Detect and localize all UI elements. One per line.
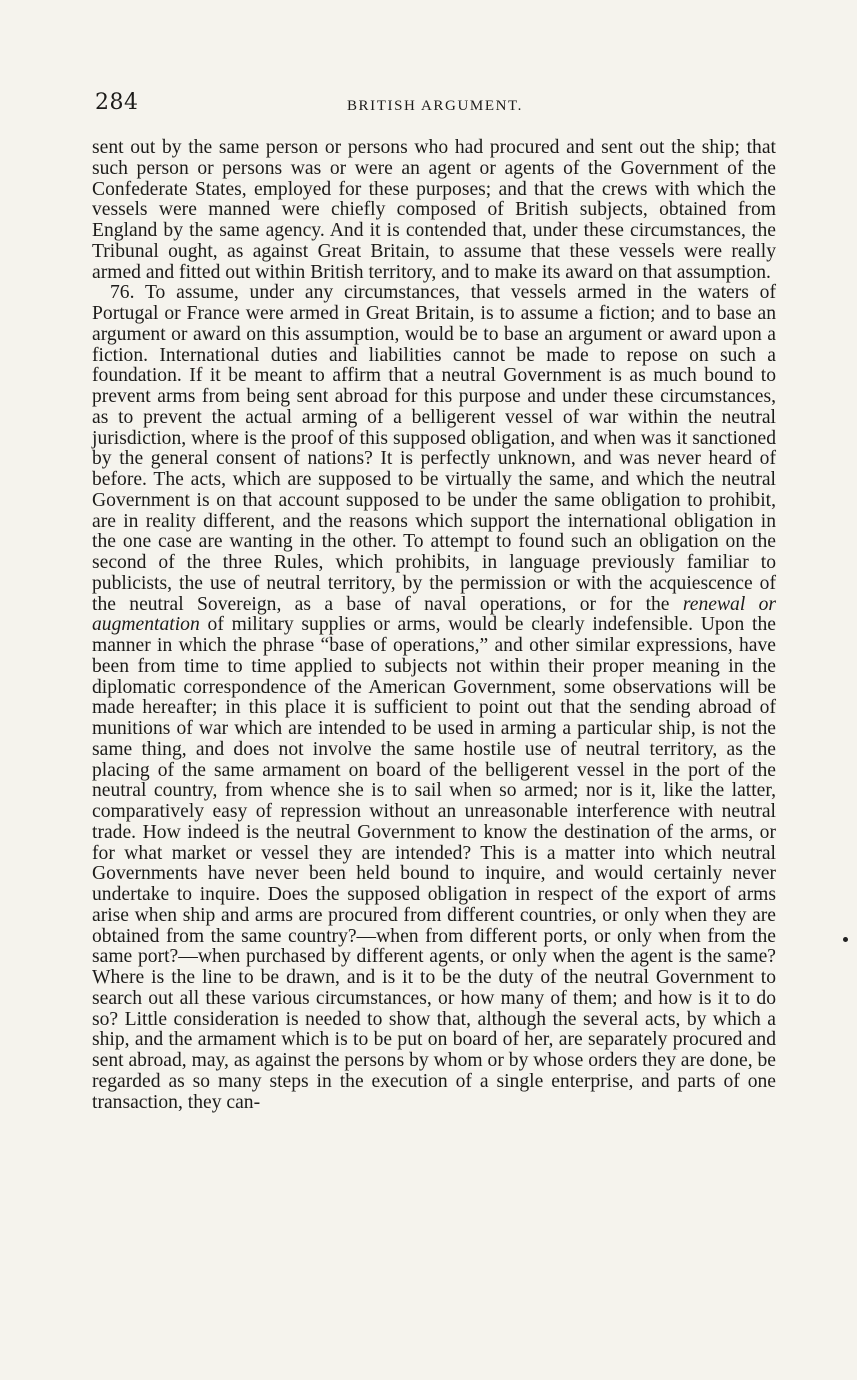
paragraph-76 (92, 283, 776, 1113)
body-text (92, 138, 776, 1113)
paragraph-76-part1: 76. To assume, under any circumstances, that vessels armed in the waters of Portugal or France were armed in Great Britain, is to assume a fiction; and to base an argument or award on this assumption, would be to base an argument or award upon a fiction. International duties and liabilities cannot be made to repose on such a foundation. If it be meant to affirm that a neutral Government is as much bound to prevent arms from being sent abroad for this purpose and under these circumstances, as to prevent the actual arming of a belligerent vessel of war within the neutral jurisdiction, where is the proof of this supposed obligation, and when was it sanctioned by the general consent of nations? It is perfectly unknown, and was never heard of before. The acts, which are supposed to be virtually the same, and which the neutral Government is on that account supposed to be under the same obligation to prohibit, are in reality different, and the reasons which support the international obligation in the one case are wanting in the other. To attempt to found such an obligation on the second of the three Rules, which prohibits, in language previously familiar to publicists, the use of neutral territory, by the permission or with the acquiescence of the neutral Sovereign, as a base of naval operations, or for the (92, 282, 776, 615)
paragraph-continued: sent out by the same person or persons who had procured and sent out the ship; that such person or persons was or were an agent or agents of the Government of the Confederate States, employed for these purposes; and that the crews with which the vessels were manned were chiefly composed of British subjects, obtained from England by the same agency. And it is contended that, under these circumstances, the Tribunal ought, as against Great Britain, to assume that these vessels were really armed and fitted out within British territory, and to make its award on that assumption. (92, 137, 776, 283)
running-head: BRITISH ARGUMENT. (346, 98, 524, 114)
paragraph-76-emphasis: renewal or augmentation (92, 593, 777, 636)
paragraph-76-part2: of military supplies or arms, would be clearly indefensible. Upon the manner in which the phrase “base of operations,” and other similar expressions, have been from time to time applied to subjects not within their proper meaning in the diplomatic correspondence of the American Government, some observations will be made hereafter; in this place it is sufficient to point out that the sending abroad of munitions of war which are intended to be used in arming a particular ship, is not the same thing, and does not involve the same hostile use of neutral territory, as the placing of the same armament on board of the belligerent vessel in the port of the neutral country, from whence she is to sail when so armed; nor is it, like the latter, comparatively easy of repression without an unreasonable interference with neutral trade. How indeed is the neutral Government to know the destination of the arms, or for what market or vessel they are intended? This is a matter into which neutral Governments have never been held bound to inquire, and would certainly never undertake to inquire. Does the supposed obligation in respect of the export of arms arise when ship and arms are procured from different countries, or only when they are obtained from the same country?—when from different ports, or only when from the same port?—when purchased by different agents, or only when the agent is the same? Where is the line to be drawn, and is it to be the duty of the neutral Government to search out all these various circumstances, or how many of them; and how is it to do so? Little consideration is needed to show that, although the several acts, by which a ship, and the armament which is to be put on board of her, are separately procured and sent abroad, may, as against the persons by whom or by whose orders they are done, be regarded as so many steps in the execution of a single enterprise, and parts of one transaction, they can- (92, 614, 776, 1113)
page-header (95, 90, 775, 126)
ink-speck (843, 937, 848, 942)
page-number: 284 (95, 90, 139, 115)
